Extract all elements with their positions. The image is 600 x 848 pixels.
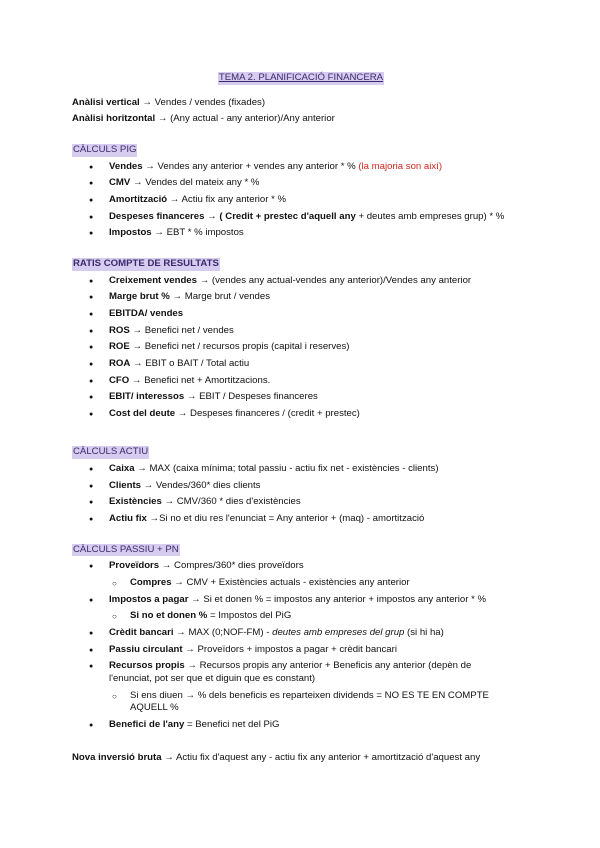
definition: → (vendes any actual-vendes any anterior)/Vendes any anterior <box>196 274 472 286</box>
definition: = Benefici net del PiG <box>184 718 280 730</box>
definition: →Si no et diu res l'enunciat = Any anterior + (maq) - amortització <box>146 513 425 525</box>
list-item <box>72 358 530 371</box>
list-pig <box>72 161 530 240</box>
sublist-impostos <box>72 610 530 623</box>
definition: → MAX (0;NOF-FM) - <box>173 627 273 639</box>
list-item <box>72 463 530 476</box>
intro-term: Anàlisi horitzontal <box>72 113 156 125</box>
term: Crèdit bancari <box>109 627 174 639</box>
list-item <box>72 660 530 715</box>
definition: → Benefici net / vendes <box>129 324 234 336</box>
sublist-item <box>72 577 530 590</box>
list-item <box>72 211 530 224</box>
term: Impostos a pagar <box>109 593 189 605</box>
section-heading-actiu: CÀLCULS ACTIU <box>73 446 149 458</box>
sublist-item <box>72 610 530 623</box>
list-item <box>72 291 530 304</box>
sublist-item <box>72 690 530 715</box>
term: Recursos propis <box>109 660 185 672</box>
spacer <box>72 736 530 752</box>
definition-continued: l'enunciat, pot ser que et diguin que es constant) <box>109 673 316 684</box>
term: Si no et donen % <box>130 610 208 622</box>
definition: → CMV + Existències actuals - existències any anterior <box>171 577 410 589</box>
term: Benefici de l'any <box>109 718 185 730</box>
term: Creixement vendes <box>109 274 197 286</box>
term: Actiu fix <box>109 513 147 525</box>
definition: → <box>204 210 220 222</box>
list-item <box>72 308 530 321</box>
list-item <box>72 627 530 640</box>
list-item <box>72 325 530 338</box>
term: EBITDA/ vendes <box>109 307 184 319</box>
term: Vendes <box>109 160 143 172</box>
section-heading-pig: CÀLCULS PIG <box>73 143 137 155</box>
sublist-compres <box>72 577 530 590</box>
list-item <box>72 227 530 240</box>
intro-definition: → Vendes / vendes (fixades) <box>139 96 266 108</box>
term: CFO <box>109 374 130 386</box>
definition: (si hi ha) <box>404 627 444 639</box>
term: Impostos <box>109 227 152 239</box>
list-item <box>72 408 530 421</box>
intro-definition: → (Any actual - any anterior)/Any anterior <box>155 113 335 125</box>
list-item <box>72 341 530 354</box>
note: Si ens diuen → % dels beneficis es reparteixen dividends = NO ES TE EN COMPTE <box>130 689 489 701</box>
title-wrap <box>72 72 530 85</box>
list-item <box>72 719 530 732</box>
list-item <box>72 275 530 288</box>
list-item <box>72 594 530 623</box>
intro-vertical <box>72 97 530 110</box>
term: ROA <box>109 357 131 369</box>
list-passiu <box>72 560 530 731</box>
term: Clients <box>109 479 141 491</box>
definition: → Vendes/360* dies clients <box>141 479 261 491</box>
nova-inversio <box>72 752 530 765</box>
list-item <box>72 375 530 388</box>
term: ROS <box>109 324 130 336</box>
definition: → Marge brut / vendes <box>169 291 271 303</box>
definition: → Actiu fix d'aquest any - actiu fix any anterior + amortització d'aquest any <box>161 751 481 763</box>
term: Passiu circulant <box>109 643 183 655</box>
definition: = Impostos del PiG <box>207 610 292 622</box>
definition: → Recursos propis any anterior + Beneficis any anterior (depèn de <box>184 660 472 672</box>
definition: → Benefici net / recursos propis (capital i reserves) <box>129 341 350 353</box>
intro-horizontal <box>72 113 530 126</box>
sublist-recursos <box>72 690 530 715</box>
term: Compres <box>130 577 172 589</box>
list-item <box>72 177 530 190</box>
term: Cost del deute <box>109 407 176 419</box>
definition: → EBT * % impostos <box>151 227 244 239</box>
list-actiu <box>72 463 530 526</box>
term: EBIT/ interessos <box>109 391 185 403</box>
intro-term: Anàlisi vertical <box>72 96 140 108</box>
definition: → Compres/360* dies proveïdors <box>159 560 304 572</box>
definition: → MAX (caixa mínima; total passiu - actiu fix net - existències - clients) <box>134 463 439 475</box>
term: Nova inversió bruta <box>72 751 162 763</box>
list-item <box>72 496 530 509</box>
term: CMV <box>109 177 131 189</box>
term: Marge brut % <box>109 291 170 303</box>
section-heading-ratis: RATIS COMPTE DE RESULTATS <box>73 257 219 269</box>
definition: + deutes amb empreses grup) * % <box>355 210 505 222</box>
definition: → Si et donen % = impostos any anterior + impostos any anterior * % <box>188 593 486 605</box>
definition: → Vendes del mateix any * % <box>130 177 260 189</box>
term: Existències <box>109 496 162 508</box>
red-note: (la majoria son així) <box>358 160 443 172</box>
list-item <box>72 391 530 404</box>
term: Caixa <box>109 463 135 475</box>
term: Amortització <box>109 193 168 205</box>
definition: → Actiu fix any anterior * % <box>167 193 287 205</box>
note-continued: AQUELL % <box>130 702 179 714</box>
definition: → Benefici net + Amortitzacions. <box>129 374 271 386</box>
definition: → Vendes any anterior + vendes any anterior * % <box>142 160 359 172</box>
term-bold-part: ( Credit + prestec d'aquell any <box>219 210 356 222</box>
italic-note: deutes amb empreses del grup <box>272 627 405 639</box>
term: Proveïdors <box>109 560 160 572</box>
list-item <box>72 644 530 657</box>
section-heading-passiu: CÀLCULS PASSIU + PN <box>73 543 179 555</box>
list-ratis <box>72 275 530 421</box>
term: ROE <box>109 341 130 353</box>
definition: → EBIT o BAIT / Total actiu <box>130 357 250 369</box>
list-item <box>72 480 530 493</box>
list-item <box>72 513 530 526</box>
spacer <box>72 424 530 446</box>
definition: → Proveïdors + impostos a pagar + crèdit bancari <box>182 643 397 655</box>
page-title: TEMA 2. PLANIFICACIÓ FINANCERA <box>218 72 384 83</box>
list-item <box>72 194 530 207</box>
term: Despeses financeres <box>109 210 205 222</box>
definition: → EBIT / Despeses financeres <box>184 391 318 403</box>
list-item <box>72 161 530 174</box>
list-item <box>72 560 530 589</box>
definition: → CMV/360 * dies d'existències <box>161 496 301 508</box>
definition: → Despeses financeres / (credit + prestec) <box>175 407 360 419</box>
